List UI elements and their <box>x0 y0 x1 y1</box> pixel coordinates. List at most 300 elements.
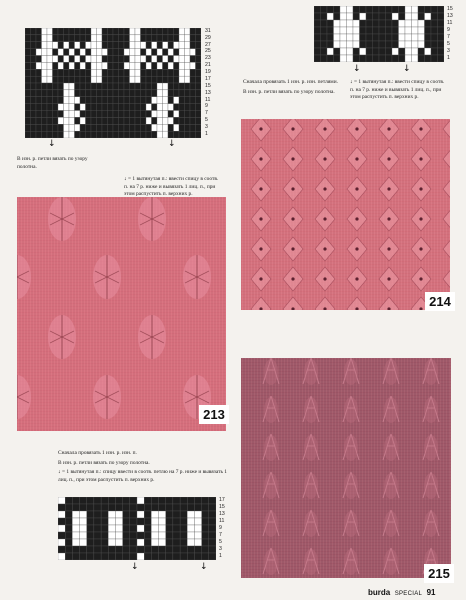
chart-cell <box>202 497 209 504</box>
chart-cell <box>431 34 438 41</box>
chart-cell <box>196 90 202 97</box>
eyelet <box>419 217 422 220</box>
chart-cell <box>179 124 185 131</box>
row-number: 9 <box>205 103 208 110</box>
chart-cell <box>53 76 59 83</box>
chart-cell <box>94 532 101 539</box>
chart-cell <box>124 42 130 49</box>
chart-cell <box>168 117 174 124</box>
chart-cell <box>347 20 354 27</box>
leaf-shade <box>344 397 358 423</box>
chart-cell <box>209 518 216 525</box>
chart-cell <box>185 76 191 83</box>
chart-cell <box>185 90 191 97</box>
chart-cell <box>47 131 53 138</box>
chart-cell <box>438 6 445 13</box>
chart-cell <box>97 42 103 49</box>
chart-cell <box>146 117 152 124</box>
chart-cell <box>187 518 194 525</box>
chart-cell <box>108 28 114 35</box>
eyelet <box>355 247 358 250</box>
chart-cell <box>124 90 130 97</box>
chart-cell <box>64 83 70 90</box>
chart-cell <box>80 539 87 546</box>
chart-cell <box>47 83 53 90</box>
chart-cell <box>69 97 75 104</box>
chart-cell <box>58 532 65 539</box>
chart-cell <box>36 35 42 42</box>
chart-cell <box>425 20 432 27</box>
pattern-215-number: 215 <box>424 564 454 583</box>
chart-cell <box>194 539 201 546</box>
chart-cell <box>42 49 48 56</box>
chart-cell <box>137 546 144 553</box>
leaf-shade <box>424 397 438 423</box>
leaf-shade <box>304 435 318 461</box>
row-number: 5 <box>447 40 450 47</box>
chart-cell <box>86 83 92 90</box>
chart-cell <box>379 13 386 20</box>
chart-cell <box>36 83 42 90</box>
chart-cell <box>174 90 180 97</box>
chart-cell <box>47 69 53 76</box>
eyelet <box>419 187 422 190</box>
chart-cell <box>166 532 173 539</box>
chart-cell <box>69 117 75 124</box>
chart-cell <box>321 41 328 48</box>
chart-cell <box>157 56 163 63</box>
leaf-shade <box>344 435 358 461</box>
row-number: 1 <box>447 54 450 61</box>
chart-cell <box>86 35 92 42</box>
chart-cell <box>25 69 31 76</box>
chart-cell <box>185 131 191 138</box>
chart-cell <box>392 48 399 55</box>
chart-cell <box>146 83 152 90</box>
chart-cell <box>58 49 64 56</box>
chart-cell <box>180 504 187 511</box>
chart-cell <box>130 97 136 104</box>
chart-cell <box>135 131 141 138</box>
chart-cell <box>75 111 81 118</box>
eyelet <box>323 187 326 190</box>
pattern-214-intro: Сначала провязать 1 изн. р. изн. петлями. В изн. р. петли вязать по узору полотна. <box>243 79 338 95</box>
row-number: 7 <box>205 110 208 117</box>
chart-cell <box>425 55 432 62</box>
chart-cell <box>159 511 166 518</box>
chart-cell <box>157 104 163 111</box>
chart-cell <box>91 76 97 83</box>
chart-cell <box>113 35 119 42</box>
swatch-213-texture <box>17 197 226 431</box>
chart-cell <box>58 553 65 560</box>
chart-cell <box>135 42 141 49</box>
chart-cell <box>152 124 158 131</box>
eyelet <box>355 277 358 280</box>
chart-cell <box>151 532 158 539</box>
chart-cell <box>47 28 53 35</box>
chart-cell <box>146 62 152 69</box>
chart-cell <box>399 6 406 13</box>
chart-cell <box>80 104 86 111</box>
chart-cell <box>179 90 185 97</box>
chart-cell <box>75 131 81 138</box>
pattern-213-caption: В изн. р. петли вязать по узору полотна. <box>17 156 88 170</box>
chart-cell <box>141 76 147 83</box>
chart-cell <box>108 553 115 560</box>
chart-cell <box>31 104 37 111</box>
chart-cell <box>146 97 152 104</box>
chart-cell <box>146 104 152 111</box>
swatch-215-photo <box>241 358 451 578</box>
chart-cell <box>412 41 419 48</box>
row-number: 15 <box>219 503 225 510</box>
chart-cell <box>187 497 194 504</box>
chart-cell <box>135 83 141 90</box>
chart-cell <box>185 124 191 131</box>
chart-cell <box>146 69 152 76</box>
chart-cell <box>438 41 445 48</box>
chart-cell <box>91 69 97 76</box>
chart-cell <box>386 34 393 41</box>
chart-cell <box>97 97 103 104</box>
chart-cell <box>80 69 86 76</box>
leaf-shade <box>304 359 318 385</box>
chart-cell <box>405 20 412 27</box>
chart-cell <box>202 518 209 525</box>
chart-cell <box>347 48 354 55</box>
chart-cell <box>108 56 114 63</box>
chart-cell <box>72 518 79 525</box>
chart-cell <box>166 546 173 553</box>
chart-cell <box>137 504 144 511</box>
pattern-214-legend: ↓ = 1 вытянутая п.: ввести спицу в соотв. п. на 7 р. ниже и вывязать 1 лиц. п., при этом распустить п. верхних р. <box>350 79 445 101</box>
chart-cell <box>36 76 42 83</box>
chart-cell <box>69 124 75 131</box>
chart-cell <box>119 104 125 111</box>
chart-cell <box>42 62 48 69</box>
chart-cell <box>174 124 180 131</box>
chart-cell <box>80 525 87 532</box>
chart-cell <box>412 27 419 34</box>
chart-cell <box>119 131 125 138</box>
eyelet <box>291 187 294 190</box>
chart-cell <box>25 124 31 131</box>
leaf-shade <box>424 435 438 461</box>
chart-cell <box>168 83 174 90</box>
chart-cell <box>137 525 144 532</box>
chart-cell <box>31 28 37 35</box>
chart-cell <box>141 104 147 111</box>
chart-cell <box>438 27 445 34</box>
chart-cell <box>168 49 174 56</box>
chart-cell <box>412 13 419 20</box>
chart-cell <box>159 525 166 532</box>
chart-cell <box>173 539 180 546</box>
chart-cell <box>321 48 328 55</box>
eyelet <box>355 187 358 190</box>
chart-cell <box>108 546 115 553</box>
chart-cell <box>146 56 152 63</box>
chart-cell <box>438 13 445 20</box>
chart-cell <box>47 90 53 97</box>
chart-cell <box>327 41 334 48</box>
chart-cell <box>64 35 70 42</box>
chart-cell <box>124 28 130 35</box>
chart-cell <box>166 539 173 546</box>
chart-215-arrow-left: ↓ <box>131 562 139 572</box>
chart-cell <box>141 131 147 138</box>
chart-213 <box>25 28 201 138</box>
chart-cell <box>25 90 31 97</box>
chart-cell <box>392 34 399 41</box>
chart-cell <box>53 124 59 131</box>
chart-cell <box>190 76 196 83</box>
chart-cell <box>185 83 191 90</box>
chart-cell <box>159 546 166 553</box>
chart-cell <box>25 97 31 104</box>
chart-cell <box>379 41 386 48</box>
chart-cell <box>392 27 399 34</box>
chart-cell <box>119 124 125 131</box>
chart-cell <box>69 49 75 56</box>
row-number: 15 <box>447 5 453 12</box>
eyelet <box>355 217 358 220</box>
page-footer <box>368 583 436 599</box>
chart-cell <box>366 6 373 13</box>
chart-cell <box>123 518 130 525</box>
chart-cell <box>314 41 321 48</box>
chart-cell <box>173 497 180 504</box>
chart-cell <box>91 117 97 124</box>
chart-cell <box>113 56 119 63</box>
chart-cell <box>135 117 141 124</box>
chart-cell <box>202 553 209 560</box>
leaf-shade <box>264 435 278 461</box>
chart-cell <box>141 62 147 69</box>
chart-cell <box>102 97 108 104</box>
row-number: 7 <box>219 531 222 538</box>
leaf-shade <box>384 397 398 423</box>
chart-cell <box>94 525 101 532</box>
leaf-shade <box>264 397 278 423</box>
chart-cell <box>69 35 75 42</box>
chart-cell <box>412 55 419 62</box>
chart-cell <box>80 90 86 97</box>
chart-cell <box>157 97 163 104</box>
chart-cell <box>353 6 360 13</box>
chart-cell <box>36 42 42 49</box>
chart-cell <box>185 97 191 104</box>
row-number: 15 <box>205 82 211 89</box>
chart-cell <box>80 497 87 504</box>
chart-cell <box>373 20 380 27</box>
chart-cell <box>130 131 136 138</box>
chart-cell <box>47 104 53 111</box>
chart-cell <box>180 553 187 560</box>
leaf-shade <box>304 397 318 423</box>
chart-cell <box>168 56 174 63</box>
chart-cell <box>418 6 425 13</box>
chart-cell <box>373 41 380 48</box>
chart-cell <box>42 104 48 111</box>
chart-cell <box>321 27 328 34</box>
chart-cell <box>152 56 158 63</box>
row-number: 13 <box>447 12 453 19</box>
chart-cell <box>108 90 114 97</box>
chart-cell <box>25 83 31 90</box>
chart-cell <box>124 83 130 90</box>
chart-cell <box>47 97 53 104</box>
chart-cell <box>190 117 196 124</box>
pattern-215-text: Сначала провязать 1 изн. р. изн. п. В изн. р. петли вязать по узору полотна. ↓ = 1 вытянутая п.: спицу ввести в соотв. петлю на 7 р. ниже и вывязать 1 лиц. п., при этом распустить п. верхних р. <box>58 450 227 484</box>
chart-cell <box>209 504 216 511</box>
chart-cell <box>163 124 169 131</box>
chart-cell <box>168 90 174 97</box>
chart-cell <box>53 69 59 76</box>
row-number: 3 <box>219 545 222 552</box>
chart-cell <box>36 49 42 56</box>
chart-cell <box>353 41 360 48</box>
chart-cell <box>130 90 136 97</box>
chart-cell <box>97 117 103 124</box>
chart-cell <box>75 97 81 104</box>
chart-cell <box>144 546 151 553</box>
chart-cell <box>130 117 136 124</box>
chart-213-grid <box>25 28 201 138</box>
chart-cell <box>36 124 42 131</box>
chart-cell <box>431 48 438 55</box>
chart-cell <box>151 511 158 518</box>
chart-cell <box>196 49 202 56</box>
chart-cell <box>80 518 87 525</box>
chart-cell <box>141 49 147 56</box>
chart-213-arrow-right: ↓ <box>168 139 176 149</box>
chart-cell <box>209 525 216 532</box>
chart-cell <box>123 532 130 539</box>
chart-cell <box>180 546 187 553</box>
chart-cell <box>135 49 141 56</box>
chart-cell <box>386 27 393 34</box>
chart-cell <box>91 28 97 35</box>
chart-cell <box>42 131 48 138</box>
chart-cell <box>321 55 328 62</box>
chart-cell <box>80 111 86 118</box>
chart-cell <box>157 42 163 49</box>
chart-cell <box>97 76 103 83</box>
chart-cell <box>360 13 367 20</box>
page-number: 91 <box>426 588 436 597</box>
chart-cell <box>209 532 216 539</box>
chart-cell <box>152 35 158 42</box>
chart-cell <box>97 62 103 69</box>
chart-cell <box>42 69 48 76</box>
chart-cell <box>87 539 94 546</box>
chart-cell <box>174 97 180 104</box>
chart-cell <box>75 42 81 49</box>
chart-cell <box>168 104 174 111</box>
row-number: 11 <box>219 517 225 524</box>
chart-cell <box>80 124 86 131</box>
chart-cell <box>196 28 202 35</box>
chart-cell <box>115 511 122 518</box>
chart-cell <box>58 518 65 525</box>
eyelet <box>419 247 422 250</box>
chart-cell <box>347 6 354 13</box>
chart-cell <box>69 76 75 83</box>
chart-cell <box>97 104 103 111</box>
pattern-213-legend: ↓ = 1 вытянутая п.: ввести спицу в соотв. п. на 7 р. ниже и вывязать 1 лиц. п., при этом распустить п. верхних р. <box>124 176 219 198</box>
chart-cell <box>151 539 158 546</box>
chart-cell <box>185 69 191 76</box>
chart-cell <box>86 42 92 49</box>
eyelet <box>387 127 390 130</box>
chart-cell <box>366 20 373 27</box>
chart-cell <box>314 48 321 55</box>
chart-cell <box>108 525 115 532</box>
leaf-shade <box>304 511 318 537</box>
leaf-shade <box>424 473 438 499</box>
chart-cell <box>75 76 81 83</box>
eyelet <box>259 127 262 130</box>
chart-cell <box>159 497 166 504</box>
chart-cell <box>366 55 373 62</box>
chart-cell <box>163 76 169 83</box>
chart-cell <box>366 48 373 55</box>
chart-cell <box>173 546 180 553</box>
chart-cell <box>366 27 373 34</box>
chart-cell <box>190 69 196 76</box>
eyelet <box>355 157 358 160</box>
chart-cell <box>69 69 75 76</box>
chart-cell <box>31 62 37 69</box>
chart-cell <box>431 27 438 34</box>
chart-cell <box>36 90 42 97</box>
chart-cell <box>86 28 92 35</box>
chart-cell <box>157 28 163 35</box>
chart-cell <box>102 83 108 90</box>
chart-cell <box>159 539 166 546</box>
chart-cell <box>173 525 180 532</box>
chart-cell <box>130 76 136 83</box>
chart-cell <box>108 497 115 504</box>
chart-cell <box>412 20 419 27</box>
chart-cell <box>36 62 42 69</box>
chart-cell <box>80 42 86 49</box>
chart-cell <box>64 104 70 111</box>
chart-cell <box>113 76 119 83</box>
chart-cell <box>179 97 185 104</box>
chart-cell <box>119 97 125 104</box>
chart-cell <box>152 83 158 90</box>
chart-cell <box>373 27 380 34</box>
chart-cell <box>101 546 108 553</box>
chart-cell <box>58 131 64 138</box>
chart-cell <box>166 497 173 504</box>
chart-cell <box>194 525 201 532</box>
chart-cell <box>64 90 70 97</box>
chart-cell <box>42 76 48 83</box>
chart-cell <box>102 28 108 35</box>
chart-cell <box>31 97 37 104</box>
chart-cell <box>209 553 216 560</box>
chart-cell <box>87 497 94 504</box>
row-number: 19 <box>205 69 211 76</box>
chart-cell <box>97 90 103 97</box>
chart-cell <box>47 62 53 69</box>
chart-cell <box>418 20 425 27</box>
footer-special: SPECIAL <box>394 591 423 597</box>
